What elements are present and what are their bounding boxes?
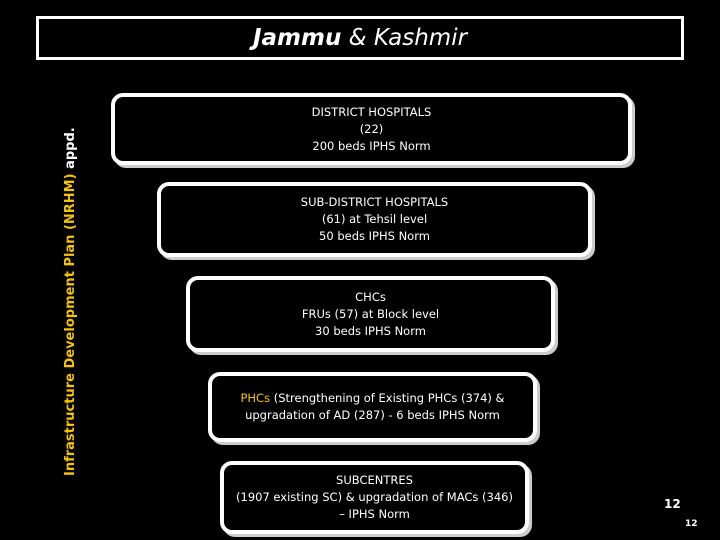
level-3-line-2: FRUs (57) at Block level: [301, 306, 440, 321]
level-1-line-2: (22): [359, 121, 384, 136]
slide-number-footer: 12: [685, 519, 698, 529]
level-phcs: [208, 372, 537, 442]
side-label-part2: appd.: [63, 127, 78, 174]
level-5-line-2: (1907 existing SC) & upgradation of MACs (346): [236, 490, 513, 504]
level-5-line-3: – IPHS Norm: [339, 507, 410, 521]
title-box: [36, 16, 684, 60]
level-chcs: [186, 276, 555, 352]
level-1-line-3: 200 beds IPHS Norm: [312, 138, 431, 153]
level-3-line-1: CHCs: [355, 289, 386, 304]
level-4-line-1: [240, 390, 504, 407]
title-rest: & Kashmir: [341, 25, 468, 51]
title-main: Jammu: [252, 25, 342, 51]
level-1-line-1: DISTRICT HOSPITALS: [311, 104, 432, 119]
slide-number: 12: [664, 497, 681, 511]
level-2-line-3: 50 beds IPHS Norm: [319, 229, 430, 243]
level-4-highlight: PHCs: [240, 391, 271, 405]
level-2-line-1: SUB-DISTRICT HOSPITALS: [300, 195, 449, 209]
level-3-line-3: 30 beds IPHS Norm: [315, 323, 426, 338]
side-label: [63, 106, 78, 476]
slide-title: [253, 25, 467, 51]
level-subcentres: [220, 461, 529, 534]
level-2-line-2: (61) at Tehsil level: [321, 212, 428, 226]
level-5-line-1: SUBCENTRES: [336, 473, 413, 487]
level-sub-district-hospitals: [157, 182, 592, 257]
side-label-part1: Infrastructure Development Plan (NRHM): [63, 173, 78, 476]
level-4-line-2: upgradation of AD (287) - 6 beds IPHS Norm: [245, 408, 500, 422]
level-district-hospitals: [111, 93, 632, 165]
level-4-line-1-rest: (Strengthening of Existing PHCs (374) &: [270, 391, 505, 405]
